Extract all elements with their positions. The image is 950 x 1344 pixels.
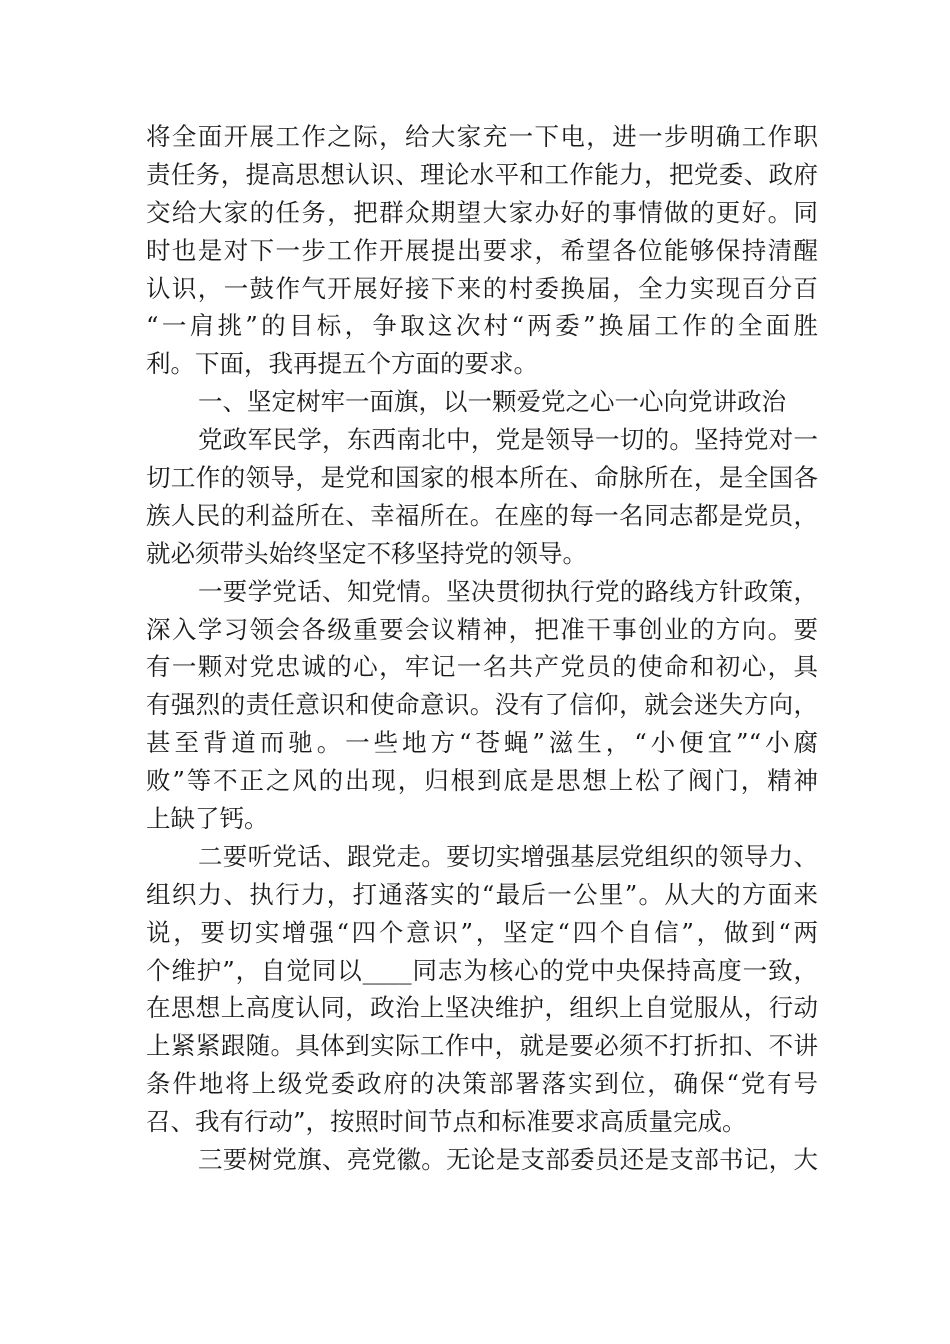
text-line: 上缺了钙。 [146, 804, 269, 834]
text-line: 时也是对下一步工作开展提出要求，希望各位能够保持清醒 [146, 235, 818, 265]
text-line: 责任务，提高思想认识、理论水平和工作能力，把党委、政府 [146, 159, 818, 189]
text-line: 三要树党旗、亮党徽。无论是支部委员还是支部书记，大 [198, 1145, 818, 1175]
text-line: 有一颗对党忠诚的心，牢记一名共产党员的使命和初心，具 [146, 652, 818, 682]
text-line: 说，要切实增强“四个意识”，坚定“四个自信”，做到“两 [146, 917, 818, 947]
text-line: 二要听党话、跟党走。要切实增强基层党组织的领导力、 [198, 841, 818, 871]
text-line: “一肩挑”的目标，争取这次村“两委”换届工作的全面胜 [146, 311, 818, 341]
text-line: 上紧紧跟随。具体到实际工作中，就是要必须不打折扣、不讲 [146, 1031, 818, 1061]
text-line: 认识，一鼓作气开展好接下来的村委换届，全力实现百分百 [146, 273, 818, 303]
text-line: 一要学党话、知党情。坚决贯彻执行党的路线方针政策， [198, 576, 818, 606]
section-heading: 一、坚定树牢一面旗，以一颗爱党之心一心向党讲政治 [198, 387, 786, 417]
text-line: 深入学习领会各级重要会议精神，把准干事创业的方向。要 [146, 614, 818, 644]
text-line: 个维护”，自觉同以____同志为核心的党中央保持高度一致， [146, 955, 818, 985]
text-line: 党政军民学，东西南北中，党是领导一切的。坚持党对一 [198, 425, 818, 455]
text-line: 召、我有行动”，按照时间节点和标准要求高质量完成。 [146, 1107, 747, 1137]
text-line: 组织力、执行力，打通落实的“最后一公里”。从大的方面来 [146, 879, 818, 909]
text-line: 条件地将上级党委政府的决策部署落实到位，确保“党有号 [146, 1069, 818, 1099]
body-text [146, 118, 818, 1179]
text-line: 切工作的领导，是党和国家的根本所在、命脉所在，是全国各 [146, 463, 818, 493]
text-line: 交给大家的任务，把群众期望大家办好的事情做的更好。同 [146, 197, 818, 227]
text-line: 将全面开展工作之际，给大家充一下电，进一步明确工作职 [146, 122, 818, 151]
text-line: 就必须带头始终坚定不移坚持党的领导。 [146, 538, 587, 568]
text-line: 甚至背道而驰。一些地方“苍蝇”滋生，“小便宜”“小腐 [146, 728, 818, 758]
text-line: 败”等不正之风的出现，归根到底是思想上松了阀门，精神 [146, 766, 818, 796]
text-line: 族人民的利益所在、幸福所在。在座的每一名同志都是党员， [146, 500, 818, 530]
text-line: 利。下面，我再提五个方面的要求。 [146, 349, 538, 379]
text-line: 在思想上高度认同，政治上坚决维护，组织上自觉服从，行动 [146, 993, 818, 1023]
text-line: 有强烈的责任意识和使命意识。没有了信仰，就会迷失方向， [146, 690, 818, 720]
